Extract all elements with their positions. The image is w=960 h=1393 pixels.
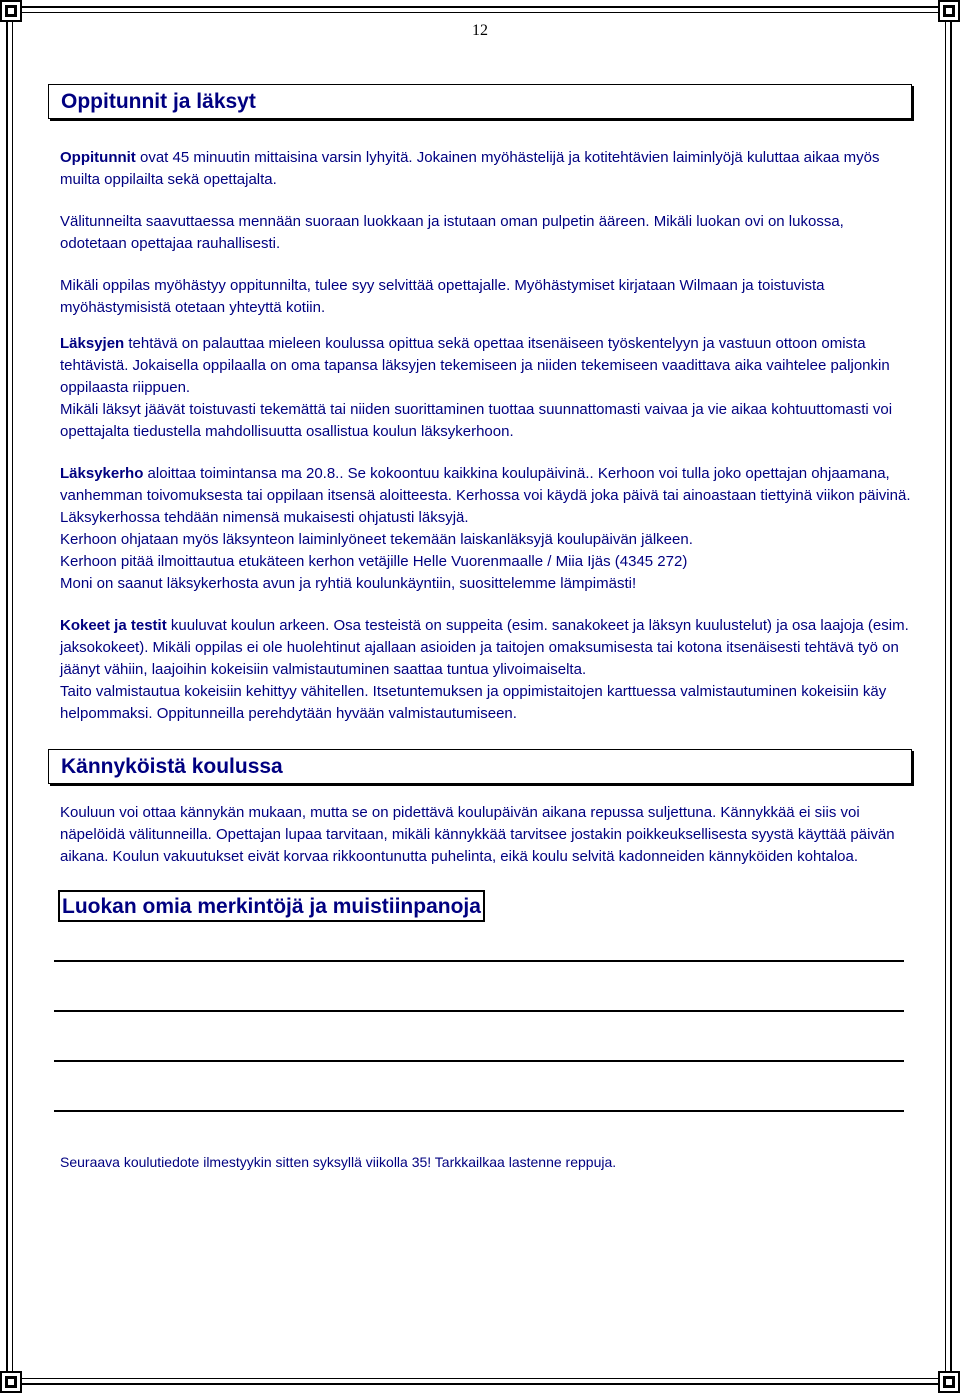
paragraph: Oppitunnit ovat 45 minuutin mittaisina varsin lyhyitä. Jokainen myöhästelijä ja kotitehtävien laiminlyöjä kuluttaa aikaa myös muilta oppilailta sekä opettajalta.: [60, 149, 880, 188]
paragraph: Mikäli läksyt jäävät toistuvasti tekemättä tai niiden suorittaminen tuottaa suunnattomasti vaivaa ja vie aikaa kohtuuttomasti voi opettajalta tiedustella mahdollisuutta osallistua koulun läksykerhoon.: [60, 401, 893, 440]
writing-line: [54, 1110, 904, 1112]
footer-note: Seuraava koulutiedote ilmestyykin sitten syksyllä viikolla 35! Tarkkailkaa lastenne reppuja.: [60, 1154, 617, 1170]
paragraph: Taito valmistautua kokeisiin kehittyy vähitellen. Itsetuntemuksen ja oppimistaitojen karttuessa valmistautuminen kokeisiin käy helpommaksi. Oppitunneilla perehdytään hyvään valmistautumiseen.: [60, 683, 887, 722]
writing-line: [54, 1010, 904, 1012]
paragraph: Kerhoon ohjataan myös läksynteon laiminlyöneet tekemään laiskanläksyjä koulupäivän jälkeen.: [60, 531, 693, 548]
writing-line: [54, 1060, 904, 1062]
writing-line: [54, 960, 904, 962]
page-number: 12: [472, 22, 488, 39]
corner-ornament-icon: [938, 0, 960, 22]
paragraph: Läksykerhossa tehdään nimensä mukaisesti ohjatusti läksyjä.: [60, 509, 469, 526]
corner-ornament-icon: [0, 1371, 22, 1393]
section-heading-notes: Luokan omia merkintöjä ja muistiinpanoja: [58, 890, 485, 922]
notes-lines: [60, 948, 912, 1112]
paragraph: Moni on saanut läksykerhosta avun ja ryhtiä koulunkäyntiin, suosittelemme lämpimästi!: [60, 575, 637, 592]
section-heading-phones: Kännyköistä koulussa: [48, 749, 912, 784]
paragraph: Kouluun voi ottaa kännykän mukaan, mutta se on pidettävä koulupäivän aikana repussa suljettuna. Kännykkää ei siis voi näpelöidä välitunneilla. Opettajan lupaa tarvitaan, mikäli kännykkää tarvitsee jostakin poikkeuksellisesta syystä käyttää päivän aikana. Koulun vakuutukset eivät korvaa rikkoontunutta puhelinta, eikä koulu selvitä kadonneiden kännyköiden kohtaloa.: [60, 804, 895, 865]
paragraph: Kokeet ja testit kuuluvat koulun arkeen. Osa testeistä on suppeita (esim. sanakokeet ja läksyn kuulustelut) ja osa laajoja (esim. jaksokokeet). Mikäli oppilas ei ole huolehtinut ajallaan asioiden ja taitojen omaksumisesta tai kotona itsenäisesti tehtävä työ on jäänyt vähiin, laajoihin kokeisiin valmistautuminen saattaa tuntua ylivoimaiselta.: [60, 617, 909, 678]
document-body: [60, 84, 912, 1170]
paragraph: Kerhoon pitää ilmoittautua etukäteen kerhon vetäjille Helle Vuorenmaalle / Miia Ijäs (4345 272): [60, 553, 688, 570]
paragraph: Välitunneilta saavuttaessa mennään suoraan luokkaan ja istutaan oman pulpetin ääreen. Mikäli luokan ovi on lukossa, odotetaan opettajaa rauhallisesti.: [60, 213, 844, 252]
paragraph: Läksykerho aloittaa toimintansa ma 20.8.. Se kokoontuu kaikkina koulupäivinä.. Kerhoon voi tulla joko opettajan ohjaamana, vanhemman toivomuksesta tai oppilaan itsensä aloitteesta. Kerhossa voi käydä joka päivä tai ainoastaan tiettyinä viikon päivinä.: [60, 465, 911, 504]
corner-ornament-icon: [938, 1371, 960, 1393]
paragraph: Mikäli oppilas myöhästyy oppitunnilta, tulee syy selvittää opettajalle. Myöhästymiset kirjataan Wilmaan ja toistuvista myöhästymisistä otetaan yhteyttä kotiin.: [60, 277, 825, 316]
corner-ornament-icon: [0, 0, 22, 22]
section-heading-lessons: Oppitunnit ja läksyt: [48, 84, 912, 119]
paragraph: Läksyjen tehtävä on palauttaa mieleen koulussa opittua sekä opettaa itsenäiseen työskentelyyn ja vastuun ottoon omista tehtävistä. Jokaisella oppilaalla on oma tapansa läksyjen tekemiseen ja niiden tekemiseen vaadittava aika vaihtelee paljonkin oppilaasta riippuen.: [60, 335, 890, 396]
